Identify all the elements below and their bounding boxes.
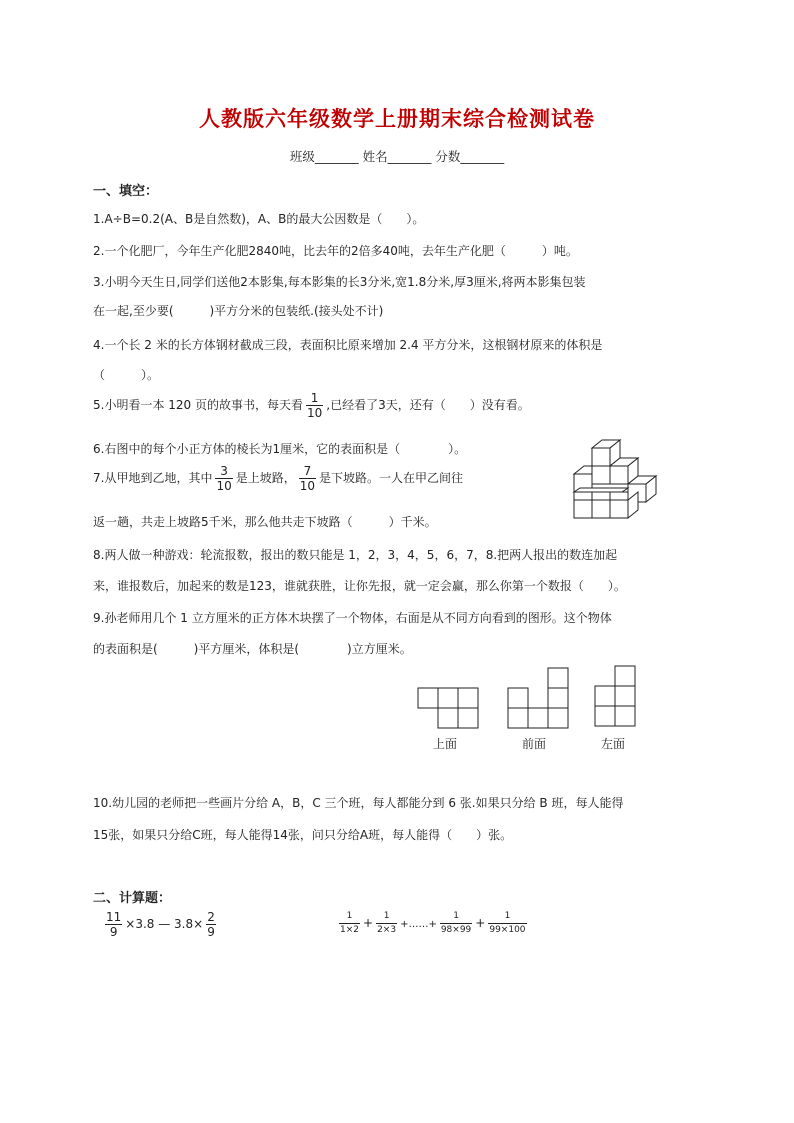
fraction-seven-tenths: $\frac{7}{10}$ (299, 464, 316, 493)
question-2: 2.一个化肥厂，今年生产化肥2840吨，比去年的2倍多40吨，去年生产化肥（ ）吨。 (93, 244, 578, 258)
question-4-line-1: 4.一个长 2 米的长方体钢材截成三段，表面积比原来增加 2.4 平方分米，这根钢材原来的体积是 (93, 338, 603, 352)
question-4-line-2: （ ）。 (93, 368, 160, 382)
class-label: 班级_______ (289, 149, 359, 164)
fraction-1-over-2x3: $\frac{1}{2\times 3}$ (377, 911, 397, 935)
fraction-three-tenths: $\frac{3}{10}$ (216, 464, 232, 493)
question-10-line-2: 15张，如果只分给C班，每人能得14张，问只分给A班，每人能得（ ）张。 (93, 828, 513, 842)
question-6: 6.右图中的每个小正方体的棱长为1厘米，它的表面积是（ ）。 (93, 442, 467, 456)
question-9-line-2: 的表面积是( )平方厘米，体积是( )立方厘米。 (93, 642, 412, 656)
calculation-expression-2: $\frac{1}{1\times 2}$ + $\frac{1}{2\times 3}$ +……+ $\frac{1}{98\times 99}$ + $\frac{1}{99\times 100}$ (340, 911, 526, 935)
page-title: 人教版六年级数学上册期末综合检测试卷 (199, 106, 595, 131)
question-8-line-2: 来，谁报数后，加起来的数是123，谁就获胜，让你先报，就一定会赢，那么你第一个数报（ ）。 (93, 579, 626, 593)
view-label-left: 左面 (601, 737, 626, 751)
question-3-line-2: 在一起,至少要( )平方分米的包装纸.(接头处不计) (93, 304, 384, 318)
fraction-one-tenth: $\frac{1}{10}$ (306, 391, 323, 420)
fraction-eleven-ninths: $\frac{11}{9}$ (106, 910, 122, 939)
fraction-1-over-99x100: $\frac{1}{99\times 100}$ (489, 911, 526, 935)
view-label-top: 上面 (433, 737, 458, 751)
front-view (508, 668, 568, 728)
section-heading-fill-blank: 一、填空： (93, 184, 159, 199)
name-label: 姓名_______ (362, 149, 432, 164)
question-5: 5.小明看一本 120 页的故事书，每天看 $\frac{1}{10}$ ,已经看了3天，还有（ ）没有看。 (93, 391, 530, 420)
top-view (418, 688, 478, 728)
fraction-two-ninths: $\frac{2}{9}$ (207, 910, 215, 939)
fraction-1-over-98x99: $\frac{1}{98\times 99}$ (440, 911, 472, 935)
view-label-front: 前面 (522, 737, 547, 751)
question-3-line-1: 3.小明今天生日,同学们送他2本影集,每本影集的长3分米,宽1.8分米,厚3厘米,将两本影集包装 (93, 275, 586, 289)
question-9-line-1: 9.孙老师用几个 1 立方厘米的正方体木块摆了一个物体，右面是从不同方向看到的图形。这个物体 (93, 611, 612, 625)
question-1: 1.A÷B=0.2(A、B是自然数)，A、B的最大公因数是（ ）。 (93, 212, 425, 226)
question-8-line-1: 8.两人做一种游戏：轮流报数，报出的数只能是 1，2，3，4，5，6，7，8.把两人报出的数连加起 (93, 548, 618, 562)
left-view (595, 666, 635, 726)
fraction-1-over-1x2: $\frac{1}{1\times 2}$ (340, 911, 359, 935)
question-7-line-2: 返一趟，共走上坡路5千米，那么他共走下坡路（ ）千米。 (93, 515, 437, 529)
score-label: 分数_______ (435, 149, 505, 164)
three-views-figure (410, 662, 650, 734)
question-10-line-1: 10.幼儿园的老师把一些画片分给 A，B，C 三个班，每人都能分到 6 张.如果只分给 B 班，每人能得 (93, 796, 624, 810)
student-info-header (0, 147, 794, 165)
section-heading-calculation: 二、计算题： (93, 891, 172, 906)
cube-stack-figure (570, 432, 662, 526)
calculation-expression-1: $\frac{11}{9}$ ×3.8 — 3.8× $\frac{2}{9}$ (106, 910, 215, 939)
question-7-line-1: 7.从甲地到乙地，其中 $\frac{3}{10}$ 是上坡路， $\frac{7}{10}$ 是下坡路。一人在甲乙间往 (93, 464, 464, 493)
